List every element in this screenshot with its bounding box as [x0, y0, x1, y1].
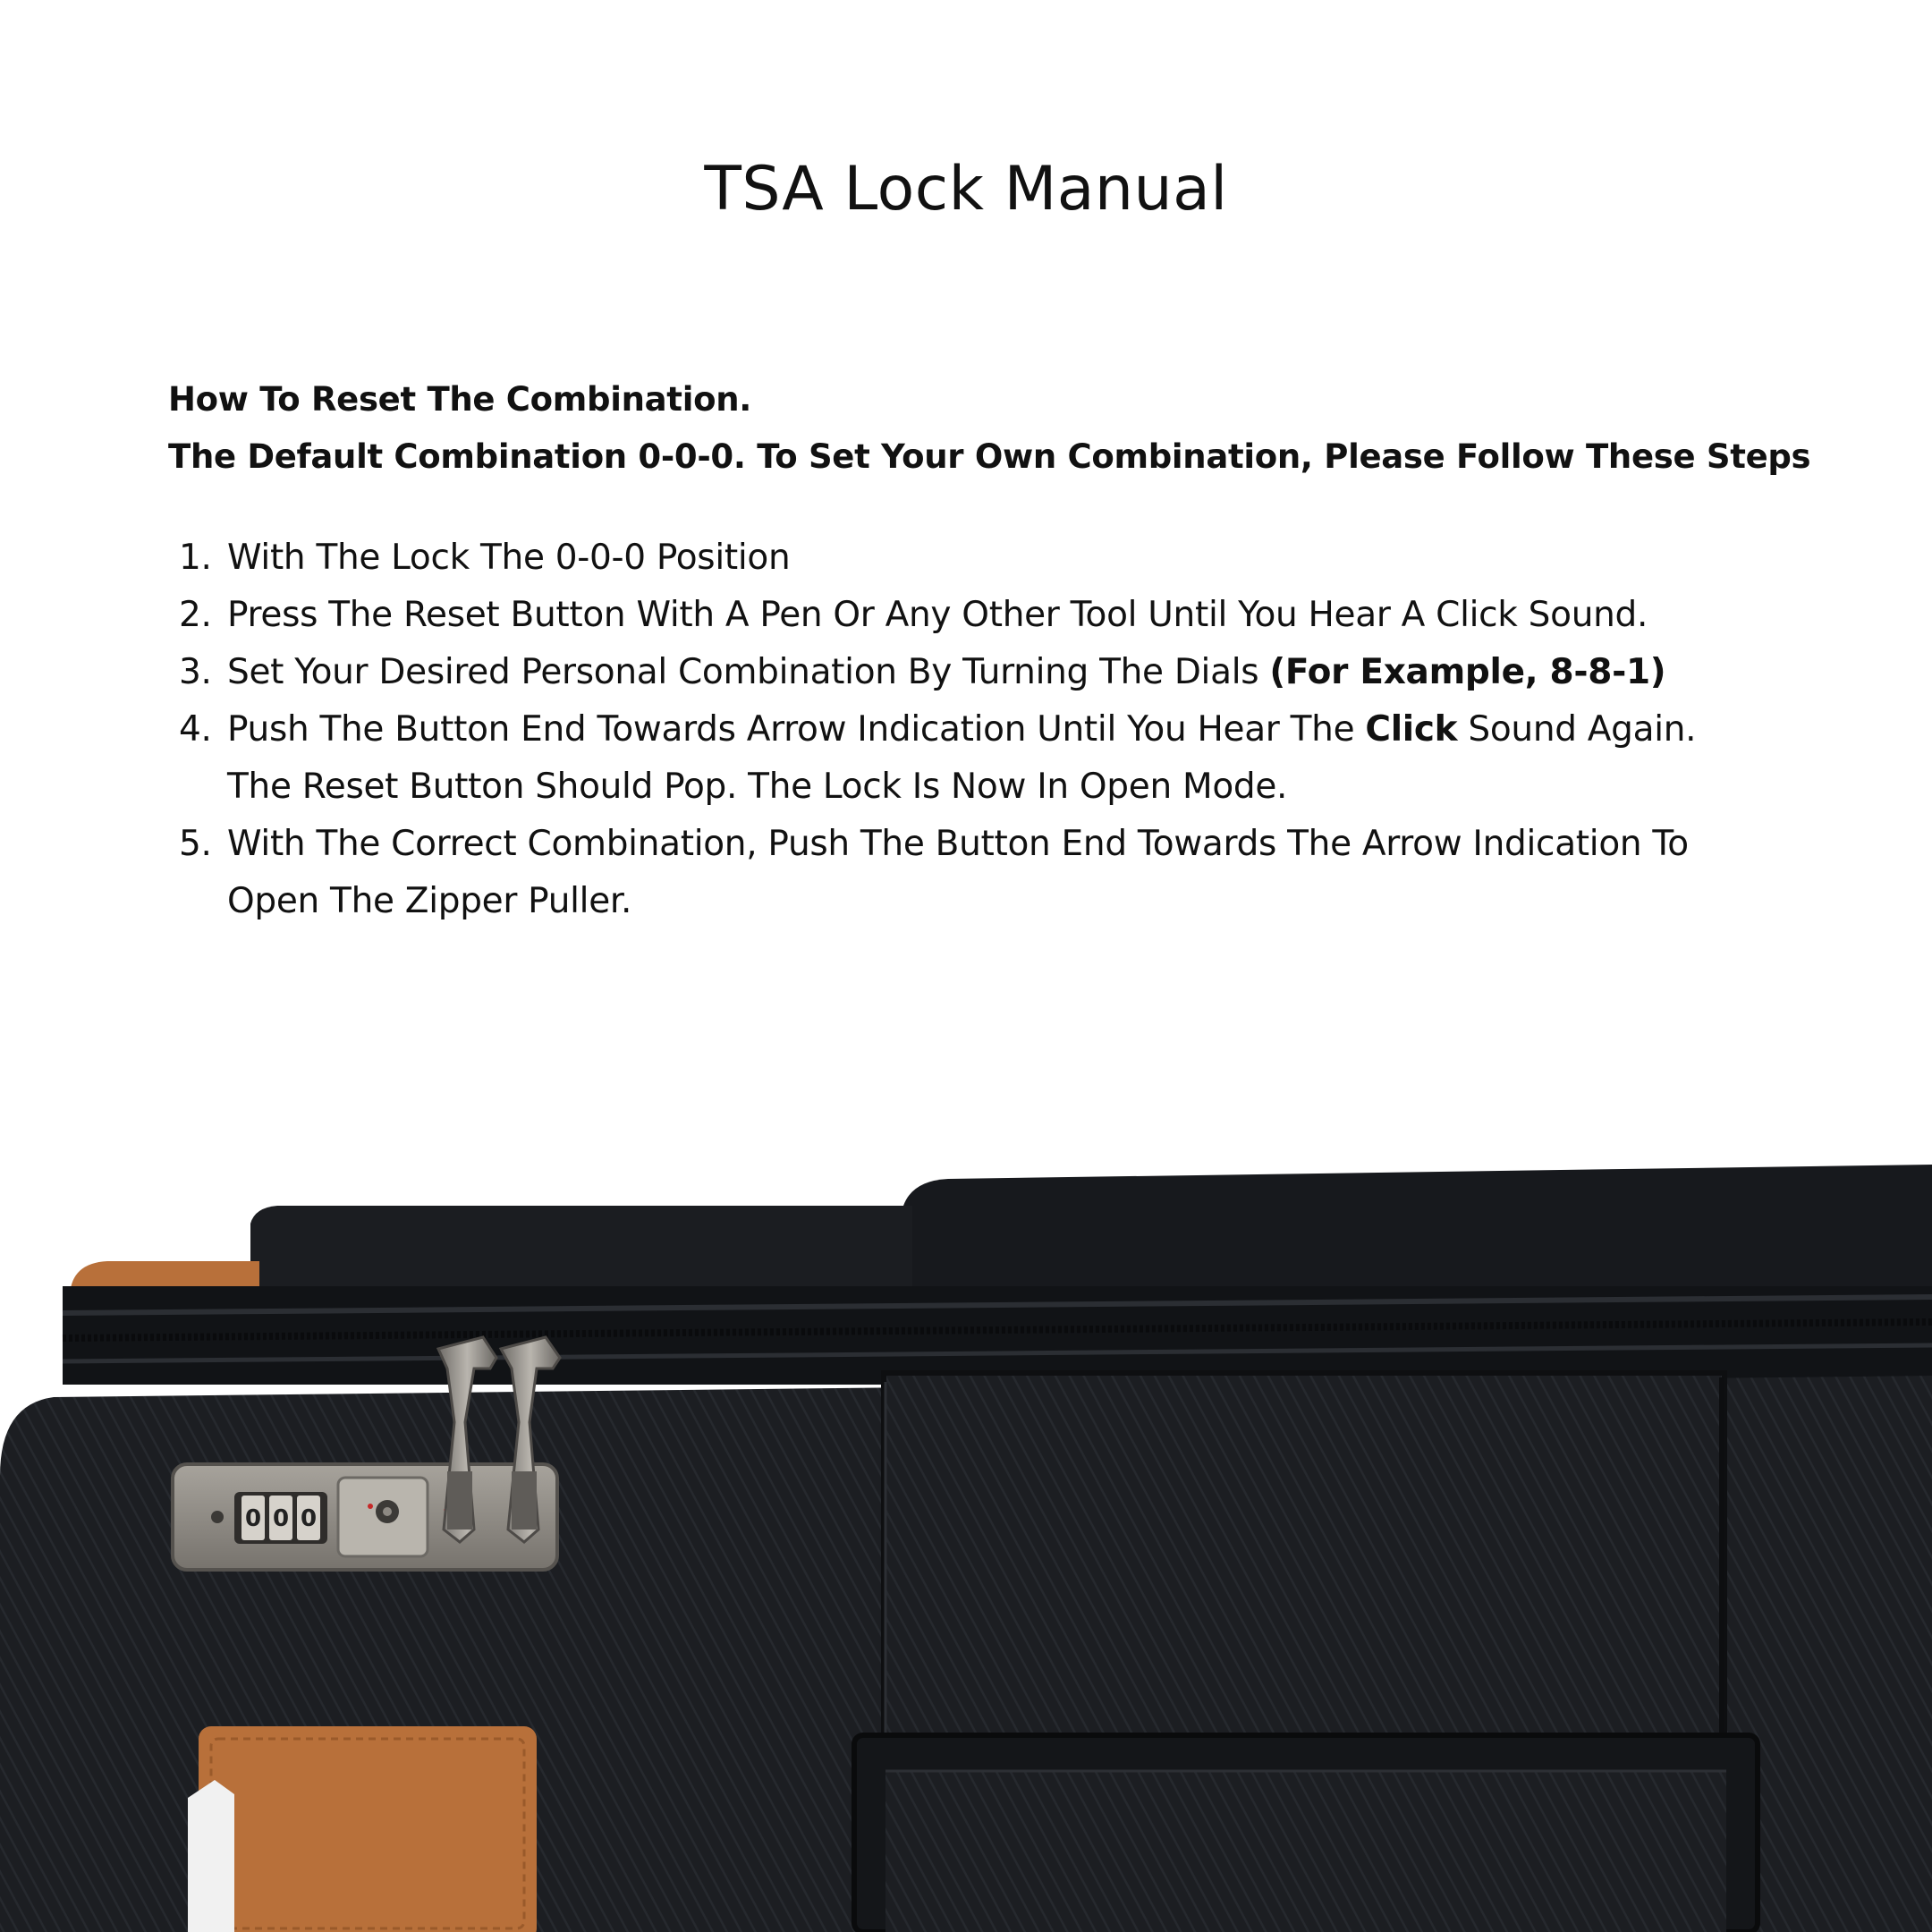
list-item	[168, 816, 1868, 930]
dial-digit: 0	[272, 1505, 290, 1532]
list-item	[168, 530, 1868, 587]
step-text-continued: Open The Zipper Puller.	[227, 881, 632, 921]
step-text: Sound Again.	[1457, 709, 1697, 750]
section-heading: How To Reset The Combination.	[168, 380, 751, 419]
step-number: 4.	[179, 709, 212, 750]
list-item	[168, 644, 1868, 701]
step-text: With The Lock The 0-0-0 Position	[227, 538, 791, 578]
leather-tag	[188, 1726, 537, 1932]
step-text: Press The Reset Button With A Pen Or Any Other Tool Until You Hear A Click Sound.	[227, 595, 1648, 635]
step-number: 2.	[179, 595, 212, 635]
list-item	[168, 701, 1868, 816]
tag-card-slot	[188, 1780, 234, 1932]
luggage-lid	[903, 1165, 1932, 1297]
step-text: With The Correct Combination, Push The Button End Towards The Arrow Indication To	[227, 824, 1689, 864]
reset-button-icon	[211, 1511, 224, 1523]
luggage-photo	[0, 1154, 1932, 1932]
steps-list	[168, 530, 1868, 930]
step-text: Set Your Desired Personal Combination By Turning The Dials	[227, 652, 1270, 692]
step-text-bold: Click	[1365, 709, 1458, 750]
dial-digit: 0	[244, 1505, 262, 1532]
dial-digit: 0	[300, 1505, 318, 1532]
step-text: Push The Button End Towards Arrow Indication Until You Hear The	[227, 709, 1366, 750]
tsa-lock	[173, 1464, 557, 1570]
step-text-bold: (For Example, 8-8-1)	[1269, 652, 1666, 692]
step-number: 1.	[179, 538, 212, 578]
step-number: 3.	[179, 652, 212, 692]
step-text-continued: The Reset Button Should Pop. The Lock Is Now In Open Mode.	[227, 767, 1288, 807]
luggage-top-panel	[250, 1206, 912, 1297]
step-number: 5.	[179, 824, 212, 864]
page-title: TSA Lock Manual	[704, 154, 1228, 225]
list-item	[168, 587, 1868, 644]
section-subheading: The Default Combination 0-0-0. To Set Your Own Combination, Please Follow These Steps	[168, 437, 1811, 476]
